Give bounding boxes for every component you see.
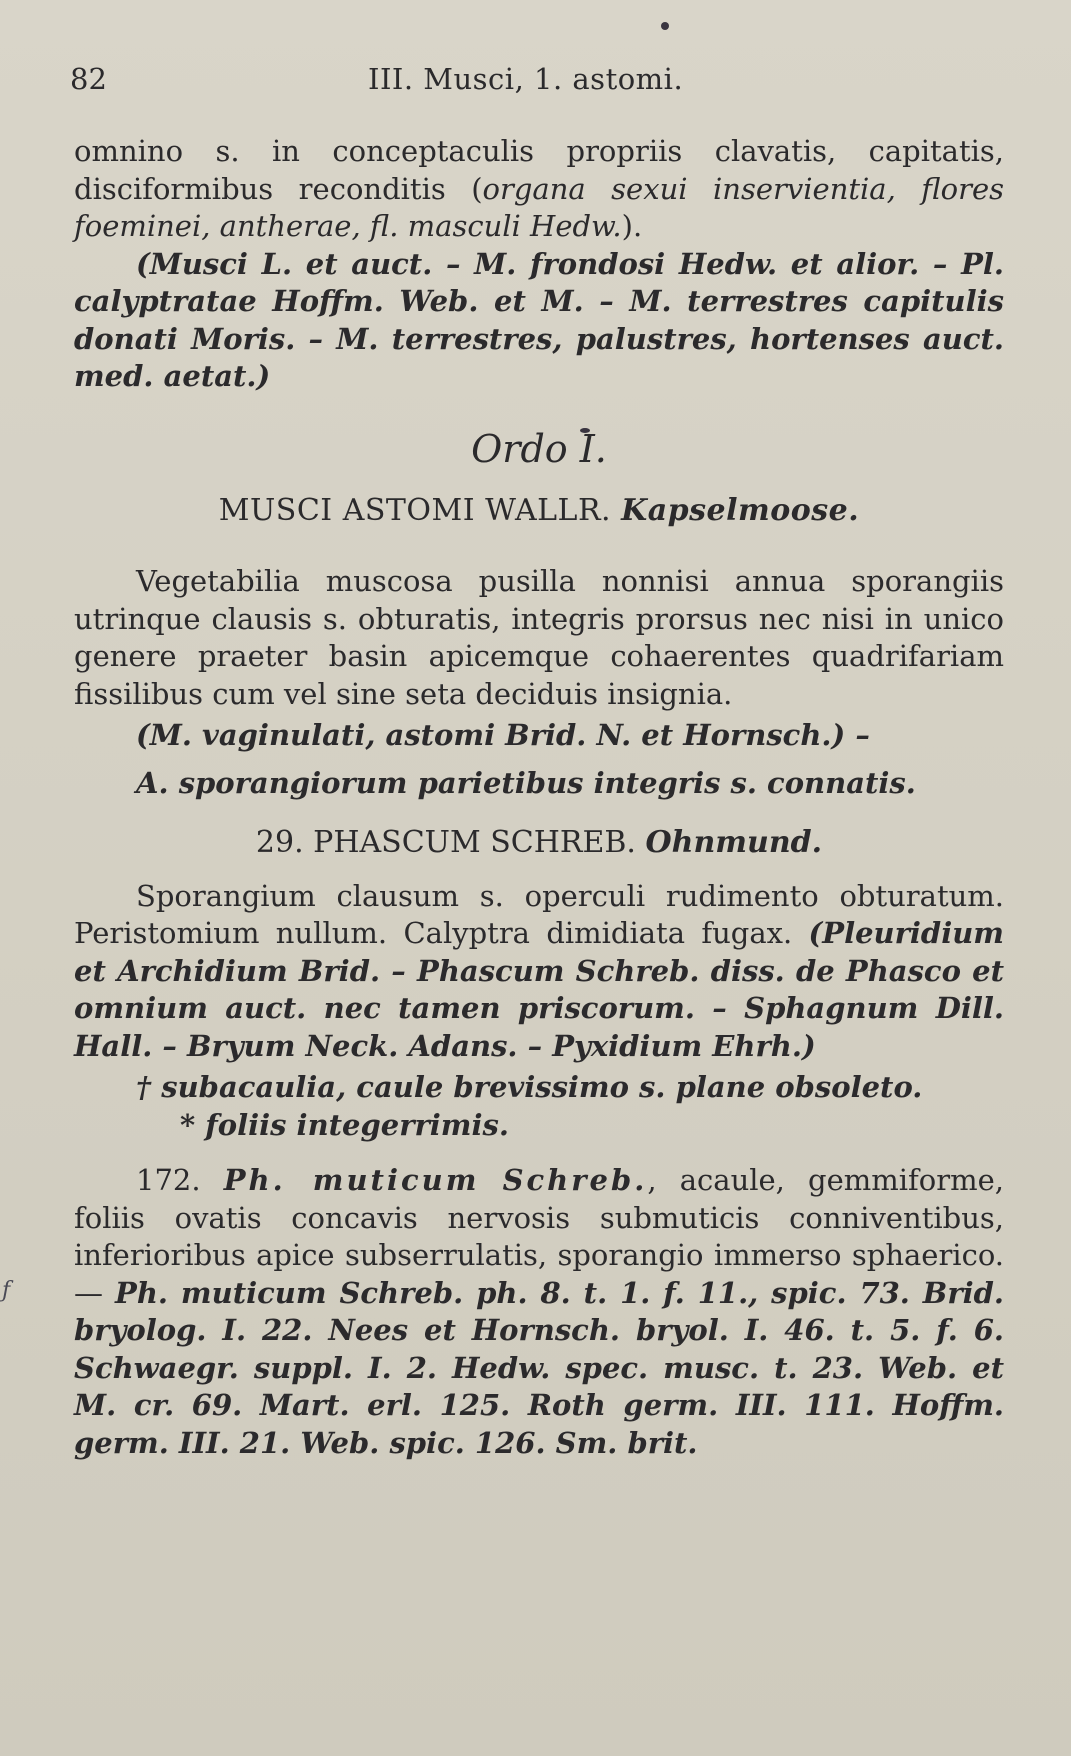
running-head — [70, 62, 1010, 102]
family-synonyms: (M. vaginulati, astomi Brid. N. et Hornsch.) – — [136, 718, 870, 752]
species-number: 172. — [136, 1163, 201, 1197]
subsection-star: * foliis integerrimis. — [180, 1107, 509, 1142]
family-description: Vegetabilia muscosa pusilla nonnisi annua sporangiis utrinque clausis s. obturatis, integris prorsus nec nisi in unico genere praeter basin apicemque cohaerentes quadrifariam fissilibus cum vel sine seta deciduis insignia. — [74, 564, 1004, 711]
genus-heading — [74, 824, 1004, 862]
species-name: Ph. muticum — [223, 1163, 480, 1197]
genus-description: Sporangium clausum s. operculi rudimento obturatum. Peristomium nullum. Calyptra dimidiata fugax. (Pleuridium et Archidium Brid. – Phascum Schreb. diss. de Phasco et omnium auct. nec tamen priscorum. – Sphagnum Dill. Hall. – Bryum Neck. Adans. – Pyxidium Ehrh.) — [74, 878, 1004, 1063]
species-description: , acaule, gemmiforme, foliis ovatis concavis nervosis submuticis conniventibus, inferioribus apice subserrulatis, sporangio immerso sphaerico. — — [74, 1163, 1004, 1310]
running-head-title: III. Musci, 1. astomi. — [368, 62, 684, 96]
family-heading — [74, 492, 1004, 530]
subsection-dagger: † subacaulia, caule brevissimo s. plane obsoleto. — [136, 1070, 923, 1104]
family-name: MUSCI ASTOMI WALLR. — [218, 492, 612, 528]
genus-name: 29. PHASCUM SCHREB. — [255, 825, 636, 860]
species-author: Schreb. — [502, 1163, 648, 1197]
handwritten-margin-mark: ƒ — [2, 1278, 11, 1303]
body-text — [74, 133, 1004, 1462]
ink-spot — [661, 22, 669, 30]
family-vernacular: Kapselmoose. — [621, 492, 860, 528]
section-a: A. sporangiorum parietibus integris s. connatis. — [136, 765, 916, 800]
intro-paragraph: omnino s. in conceptaculis propriis clavatis, capitatis, disciformibus reconditis (organa sexui inservientia, flores foeminei, antherae, fl. masculi Hedw.). — [74, 134, 1005, 243]
page-number: 82 — [70, 62, 107, 96]
intro-synonyms: (Musci L. et auct. – M. frondosi Hedw. et alior. – Pl. calyptratae Hoffm. Web. et M. – M. terrestres capitulis donati Moris. – M. terrestres, palustres, hortenses auct. med. aetat.) — [74, 246, 1004, 393]
species-entry — [74, 1162, 1004, 1462]
genus-vernacular: Ohnmund. — [645, 825, 823, 860]
ordo-heading: Ordo I. — [471, 426, 607, 471]
species-references: Ph. muticum Schreb. ph. 8. t. 1. f. 11., spic. 73. Brid. bryolog. I. 22. Nees et Hornsch. bryol. I. 46. t. 5. f. 6. Schwaegr. suppl. I. 2. Hedw. spec. musc. t. 23. Web. et M. cr. 69. Mart. erl. 125. Roth germ. III. 111. Hoffm. germ. III. 21. Web. spic. 126. Sm. brit. — [74, 1275, 1004, 1460]
